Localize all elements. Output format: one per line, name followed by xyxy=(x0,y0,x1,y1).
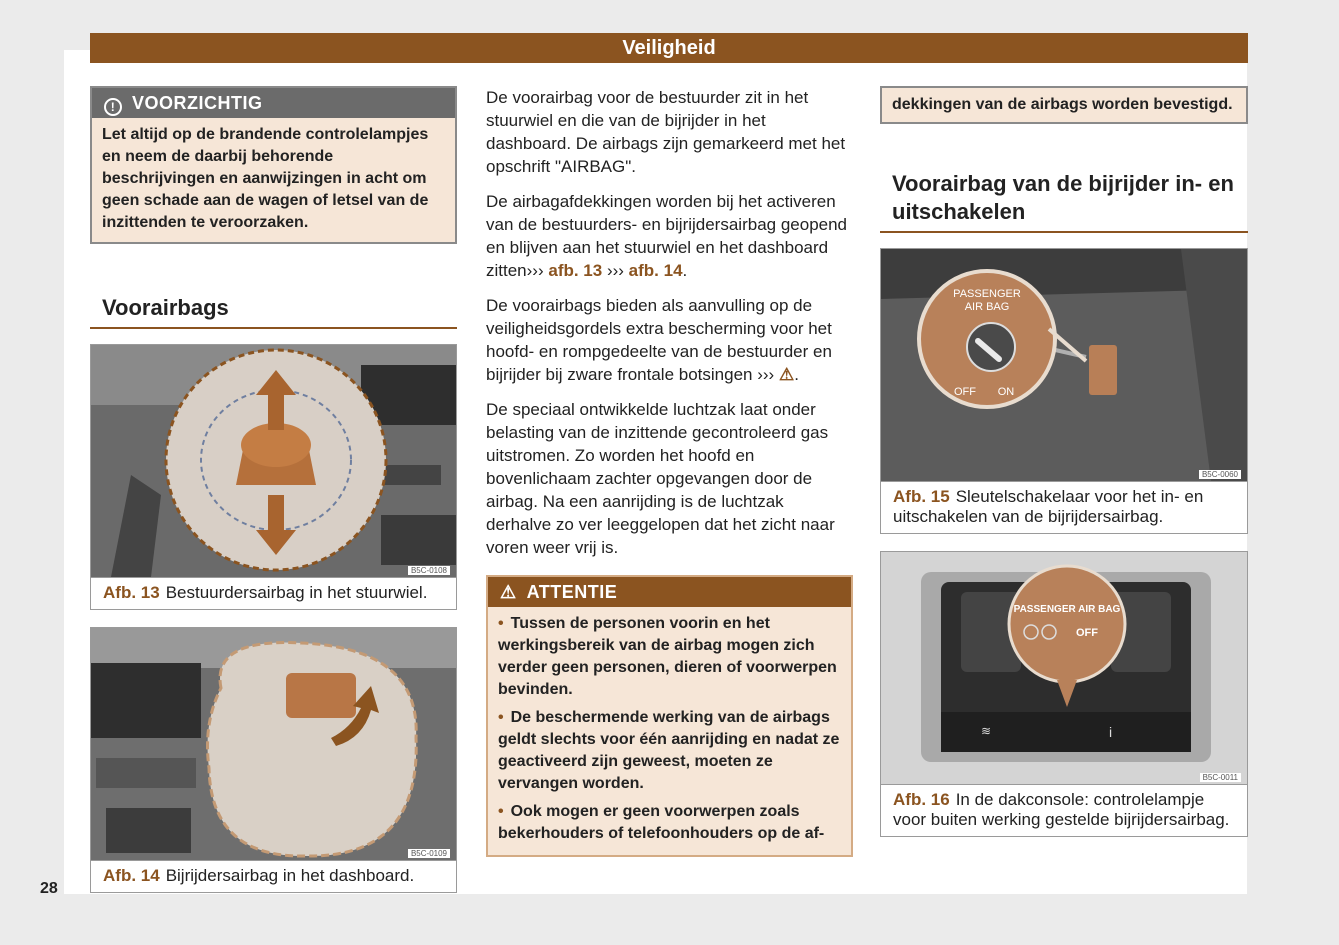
section-title-bijrijder: Voorairbag van de bijrijder in- en uitschakelen xyxy=(880,170,1248,233)
figure-14-caption xyxy=(91,860,456,892)
paragraph-4: De speciaal ontwikkelde luchtzak laat onder belasting van de inzittende gecontroleerd gas uitstromen. Zo worden het hoofd en bovenlichaam zachter opgevangen door de airbag. Na een aanrijding is de luchtzak derhalve zo ver leeggelopen dat het zicht naar voren weer vrij is. xyxy=(486,400,835,557)
figure-14 xyxy=(90,627,457,893)
figure-15-code: B5C-0060 xyxy=(1199,470,1241,479)
figure-16-caption-text: In de dakconsole: controlelampje voor buiten werking gestelde bijrijdersairbag. xyxy=(893,790,1230,829)
attention-continued: dekkingen van de airbags worden bevestigd. xyxy=(880,86,1248,124)
figure-16-caption xyxy=(881,784,1247,836)
attention-title: ATTENTIE xyxy=(526,582,618,602)
link-afb-13[interactable]: afb. 13 xyxy=(548,261,603,280)
figure-15-caption-text: Sleutelschakelaar voor het in- en uitschakelen van de bijrijdersairbag. xyxy=(893,487,1204,526)
paragraph-3-text: De voorairbags bieden als aanvulling op de veiligheidsgordels extra bescherming voor het hoofd- en rompgedeelte van de bestuurder en bijrijder bij zware frontale botsingen xyxy=(486,296,832,384)
lamp-title: PASSENGER AIR BAG xyxy=(1013,604,1121,615)
page-header: Veiligheid xyxy=(90,33,1248,63)
figure-13-label: Afb. 13 xyxy=(103,583,160,602)
paragraph-2-end: . xyxy=(682,261,688,280)
figure-14-caption-text: Bijrijdersairbag in het dashboard. xyxy=(165,866,415,885)
warning-triangle-icon: ⚠ xyxy=(500,582,517,602)
warning-link-icon[interactable]: ⚠ xyxy=(778,365,795,384)
paragraph-1: De voorairbag voor de bestuurder zit in het stuurwiel en die van de bijrijder in het dashboard. De airbags zijn gemarkeerd met het opschrift "AIRBAG". xyxy=(486,88,846,176)
figure-16-label: Afb. 16 xyxy=(893,790,950,809)
section-title-voorairbags: Voorairbags xyxy=(90,294,457,329)
figure-16 xyxy=(880,551,1248,837)
arrow-ref-icon: ››› xyxy=(606,261,624,280)
exclamation-circle-icon: ! xyxy=(104,98,122,116)
attention-title-bar xyxy=(488,577,851,607)
figure-13-code: B5C-0108 xyxy=(408,566,450,575)
attention-item: • De beschermende werking van de airbags geldt slechts voor één aanrijding en nadat ze geactiveerd zijn geweest, moeten ze vervangen worden. xyxy=(498,707,841,795)
page-number: 28 xyxy=(40,880,58,897)
caution-title-bar xyxy=(92,88,455,118)
svg-text:i: i xyxy=(1109,724,1113,740)
figure-13-caption xyxy=(91,577,456,609)
arrow-ref-icon: ››› xyxy=(526,261,544,280)
switch-off-label: OFF xyxy=(954,386,976,398)
switch-label-line1: PASSENGER xyxy=(953,288,1021,300)
attention-item: • Ook mogen er geen voorwerpen zoals bekerhouders of telefoonhouders op de af- xyxy=(498,801,841,845)
figure-14-image xyxy=(91,628,456,860)
column-middle xyxy=(486,86,853,857)
switch-on-label: ON xyxy=(997,386,1015,398)
svg-text:≋: ≋ xyxy=(981,724,992,738)
paragraph-2 xyxy=(486,190,853,282)
lamp-off-label: OFF xyxy=(1076,627,1098,639)
paragraph-3 xyxy=(486,294,853,386)
attention-box xyxy=(486,575,853,857)
figure-15-image xyxy=(881,249,1247,481)
link-afb-14[interactable]: afb. 14 xyxy=(628,261,683,280)
paragraph-3-end: . xyxy=(794,365,799,384)
figure-16-code: B5C-0011 xyxy=(1200,773,1241,782)
figure-14-code: B5C-0109 xyxy=(408,849,450,858)
column-right xyxy=(880,86,1248,837)
column-left xyxy=(90,86,457,893)
caution-title: VOORZICHTIG xyxy=(132,93,263,113)
figure-13 xyxy=(90,344,457,610)
figure-16-image xyxy=(881,552,1247,784)
attention-item: • Tussen de personen voorin en het werkingsbereik van de airbag mogen zich verder geen personen, dieren of voorwerpen bevinden. xyxy=(498,613,841,701)
attention-list xyxy=(488,607,851,855)
paragraph-2-text: De airbagafdekkingen worden bij het activeren van de bestuurders- en bijrijdersairbag geopend en blijven aan het stuurwiel en het dashboard zitten xyxy=(486,192,848,280)
arrow-ref-icon: ››› xyxy=(757,365,775,384)
caution-text: Let altijd op de brandende controlelampjes en neem de daarbij behorende beschrijvingen en aanwijzingen in acht om geen schade aan de wagen of letsel van de inzittenden te veroorzaken. xyxy=(102,126,429,231)
figure-15 xyxy=(880,248,1248,534)
figure-15-caption xyxy=(881,481,1247,533)
switch-label-line2: AIR BAG xyxy=(964,301,1010,313)
caution-box xyxy=(90,86,457,244)
figure-14-label: Afb. 14 xyxy=(103,866,160,885)
figure-13-image xyxy=(91,345,456,577)
figure-15-label: Afb. 15 xyxy=(893,487,950,506)
figure-13-caption-text: Bestuurdersairbag in het stuurwiel. xyxy=(165,583,428,602)
